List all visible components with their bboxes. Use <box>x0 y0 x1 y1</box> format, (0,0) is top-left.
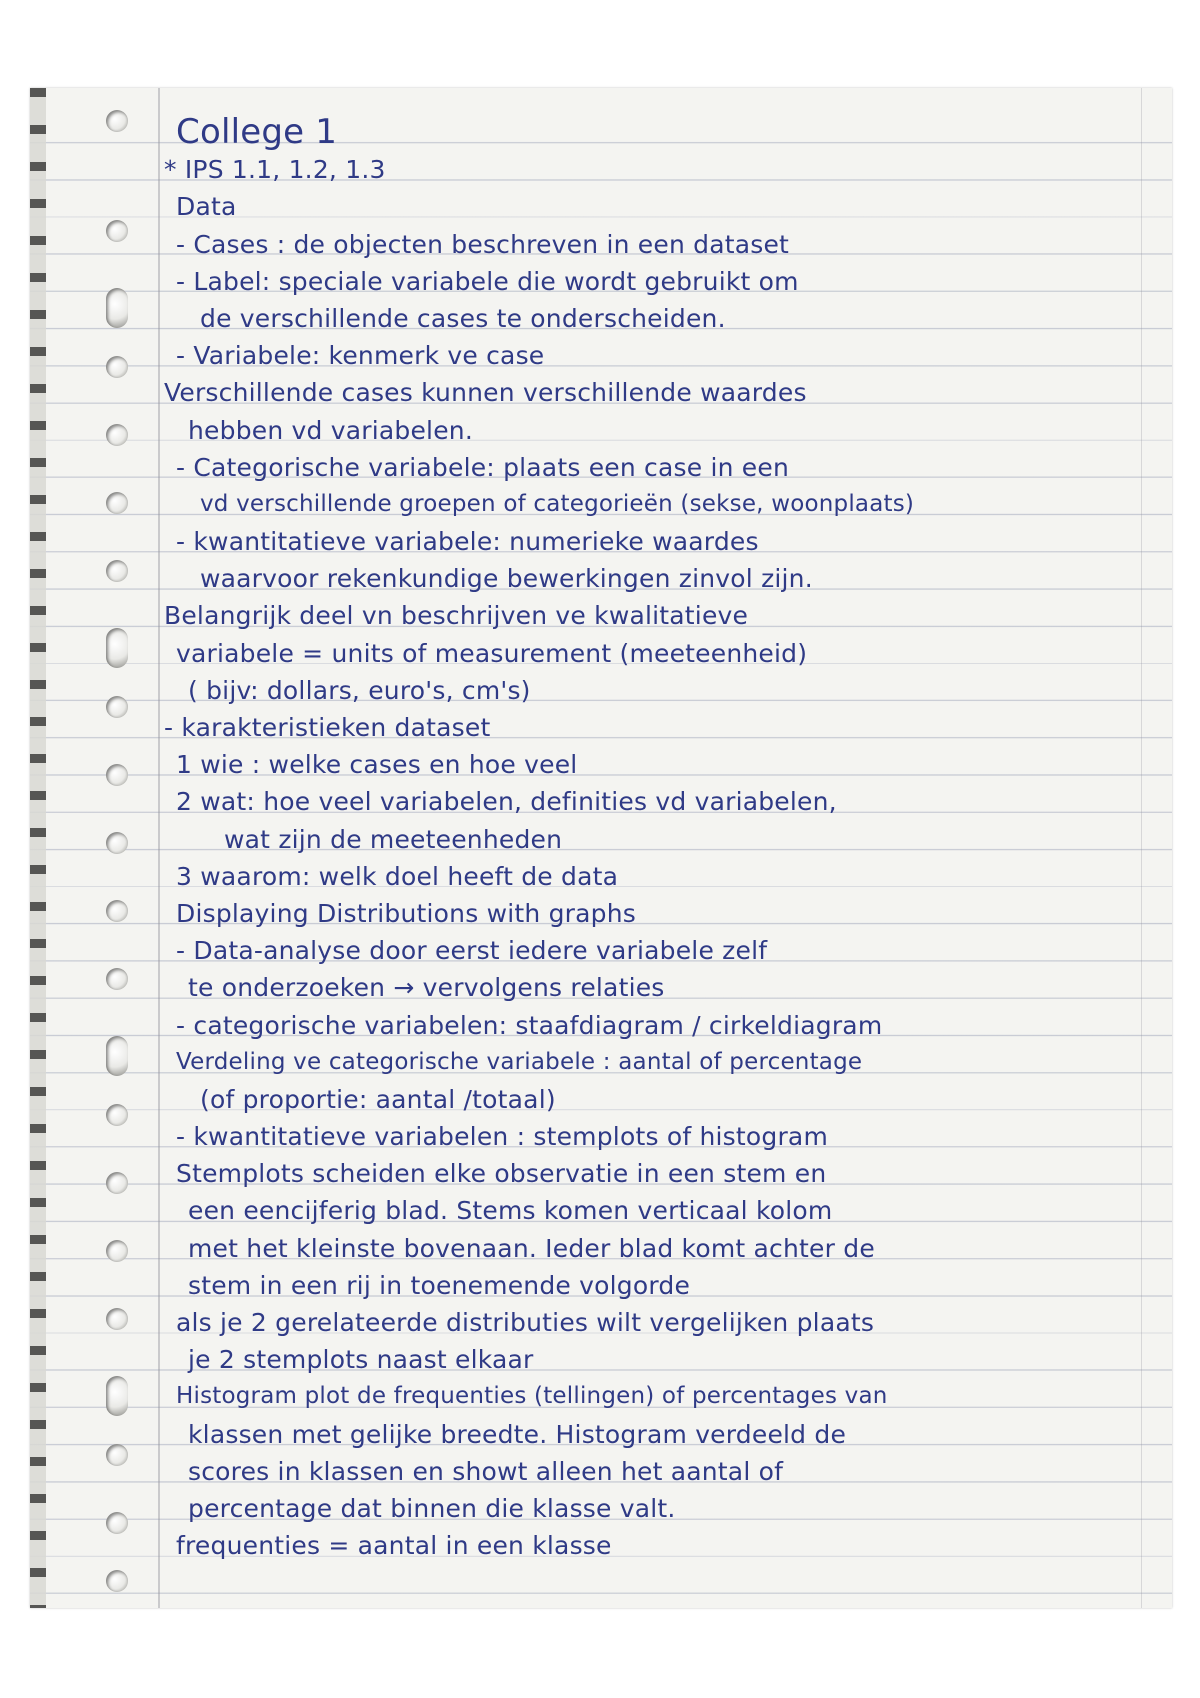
punch-hole <box>106 900 128 922</box>
punch-hole <box>106 1512 128 1534</box>
notebook-page <box>30 88 1172 1608</box>
note-line: - Variabele: kenmerk ve case <box>176 341 545 371</box>
note-line: - Label: speciale variabele die wordt gebruikt om <box>176 266 799 296</box>
note-line: - Categorische variabele: plaats een case in een <box>176 452 790 482</box>
note-line: ( bijv: dollars, euro's, cm's) <box>188 675 531 705</box>
punch-hole <box>106 1570 128 1592</box>
note-line: een eencijferig blad. Stems komen verticaal kolom <box>188 1196 833 1226</box>
punch-hole <box>106 288 128 328</box>
punch-hole <box>106 696 128 718</box>
punch-hole <box>106 832 128 854</box>
note-line: - Data-analyse door eerst iedere variabele zelf <box>176 936 768 966</box>
handwritten-notes <box>164 114 1154 1564</box>
punch-hole <box>106 220 128 242</box>
note-line: Verdeling ve categorische variabele : aantal of percentage <box>176 1048 863 1075</box>
note-line: Data <box>176 192 237 222</box>
punch-hole <box>106 492 128 514</box>
note-line: je 2 stemplots naast elkaar <box>188 1345 534 1375</box>
note-line: waarvoor rekenkundige bewerkingen zinvol zijn. <box>200 564 813 594</box>
punch-hole <box>106 110 128 132</box>
punch-hole <box>106 628 128 668</box>
note-line: - Cases : de objecten beschreven in een dataset <box>176 229 790 259</box>
margin-line <box>158 88 160 1608</box>
note-line: frequenties = aantal in een klasse <box>176 1531 612 1561</box>
note-line: de verschillende cases te onderscheiden. <box>200 303 726 333</box>
binder-edge <box>30 88 46 1608</box>
punch-hole <box>106 1308 128 1330</box>
punch-hole <box>106 1104 128 1126</box>
note-line: klassen met gelijke breedte. Histogram verdeeld de <box>188 1419 847 1449</box>
note-line: Displaying Distributions with graphs <box>176 898 636 928</box>
note-line: variabele = units of measurement (meeteenheid) <box>176 638 808 668</box>
note-line: 3 waarom: welk doel heeft de data <box>176 861 619 891</box>
note-line: vd verschillende groepen of categorieën (sekse, woonplaats) <box>200 490 915 517</box>
note-line: percentage dat binnen die klasse valt. <box>188 1493 676 1523</box>
punch-hole <box>106 1172 128 1194</box>
note-line: met het kleinste bovenaan. Ieder blad komt achter de <box>188 1233 875 1263</box>
note-line: te onderzoeken → vervolgens relaties <box>188 973 665 1003</box>
note-line: * IPS 1.1, 1.2, 1.3 <box>164 155 386 185</box>
note-line: 2 wat: hoe veel variabelen, definities vd variabelen, <box>176 787 837 817</box>
note-line: scores in klassen en showt alleen het aantal of <box>188 1456 784 1486</box>
note-line: - kwantitatieve variabele: numerieke waardes <box>176 527 759 557</box>
note-line: Belangrijk deel vn beschrijven ve kwalitatieve <box>164 601 749 631</box>
punch-hole <box>106 424 128 446</box>
note-line: Verschillende cases kunnen verschillende waardes <box>164 378 807 408</box>
punch-hole <box>106 1240 128 1262</box>
note-line: hebben vd variabelen. <box>188 415 473 445</box>
punch-hole <box>106 968 128 990</box>
note-line: - karakteristieken dataset <box>164 713 491 742</box>
punch-hole <box>106 1376 128 1416</box>
note-line: (of proportie: aantal /totaal) <box>200 1084 556 1114</box>
punch-hole <box>106 356 128 378</box>
note-line: - kwantitatieve variabelen : stemplots of histogram <box>176 1122 828 1152</box>
note-line: stem in een rij in toenemende volgorde <box>188 1270 691 1300</box>
punch-hole <box>106 764 128 786</box>
punch-hole <box>106 1036 128 1076</box>
note-line: Stemplots scheiden elke observatie in een stem en <box>176 1159 827 1189</box>
note-line: 1 wie : welke cases en hoe veel <box>176 750 578 780</box>
punch-hole <box>106 560 128 582</box>
note-line: als je 2 gerelateerde distributies wilt vergelijken plaats <box>176 1308 875 1337</box>
punch-holes <box>106 110 146 1590</box>
note-line: wat zijn de meeteenheden <box>224 824 563 854</box>
note-line: Histogram plot de frequenties (tellingen) of percentages van <box>176 1383 888 1410</box>
note-line: College 1 <box>176 112 338 152</box>
punch-hole <box>106 1444 128 1466</box>
note-line: - categorische variabelen: staafdiagram / cirkeldiagram <box>176 1010 883 1040</box>
